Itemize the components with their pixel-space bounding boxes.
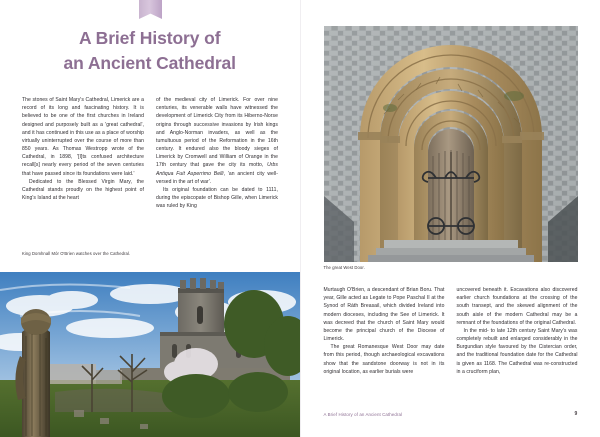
photo-west-door-art <box>324 26 578 262</box>
photo-caption-west-door: The great West Door. <box>323 265 365 270</box>
page-title-line-2: an Ancient Cathedral <box>63 52 236 73</box>
ribbon-ornament-icon <box>139 0 162 19</box>
paragraph: In the mid- to late 12th century Saint Mary's was completely rebuilt and enlarged considerably in the Burgundian style favoured by the Cistercian order, and the traditional foundation date for the Cathedral is given as 1168. The Cathedral was re-constructed in a cruciform plan, <box>456 327 578 375</box>
page-number: 9 <box>574 411 578 417</box>
paragraph <box>156 96 278 186</box>
paragraph: The great Romanesque West Door may date from this period, though archaeological excavations show that the sandstone doorway is not in its original location, as earlier burials were <box>323 344 445 375</box>
left-page-text-columns <box>22 96 278 210</box>
paragraph: Dedicated to the Blessed Virgin Mary, the Cathedral stands proudly on the highest point of King's Island at the heart <box>22 178 144 202</box>
text-column-1 <box>22 96 144 210</box>
paragraph: uncovered beneath it. Excavations also discovered earlier church foundations at the crossing of the south transept, and the skewed alignment of the south aisle of the modern Cathedral may be a remnant of the foundations of the original Cathedral. <box>456 287 578 326</box>
photo-caption-statue: King Domhnall Mór O'Brien watches over the Cathedral. <box>22 251 131 256</box>
page-title-line-1: A Brief History of <box>79 28 221 48</box>
text-column-2 <box>156 96 278 210</box>
paragraph: Murtaugh O'Brien, a descendant of Brian Boru. That year, Gille acted as Legate to Pope Paschal II at the Synod of Ráth Breasail, which divided Ireland into modern dioceses, including the See of Limerick. It was decreed that the church of Saint Mary would become the principal church of the Diocese of Limerick. <box>323 287 445 343</box>
photo-west-door <box>324 26 578 262</box>
paragraph: Its original foundation can be dated to 1111, during the episcopate of Bishop Gille, when Limerick was ruled by King <box>156 186 278 210</box>
page-right <box>300 0 600 437</box>
running-footer: A Brief History of an Ancient Cathedral <box>323 412 403 417</box>
photo-cathedral-grounds <box>0 272 300 437</box>
right-page-text-columns <box>324 286 578 376</box>
text-column-3 <box>324 286 445 376</box>
photo-cathedral-grounds-art <box>0 272 300 437</box>
motto-tail: , 'an ancient city well-versed in the art of war'. <box>156 170 279 185</box>
paragraph-text: of the medieval city of Limerick. For over nine centuries, its venerable walls have witnessed the development of Limerick City from its Hiberno-Norse origins through successive invasions by Irish kings and Anglo-Norman invaders, as well as the tumultuous period of the Reformation in the 16th century. It endured also the bloody sieges of Limerick by Cromwell and William of Orange in the 17th century that gave the city its motto, <box>156 97 278 169</box>
motto-italic: Urbs Antiqua Fuit Asperrimo Belli <box>156 162 278 177</box>
page-title <box>0 26 300 76</box>
paragraph: The stones of Saint Mary's Cathedral, Limerick are a record of its long and fascinating history. It is believed to be one of the first churches in Ireland designed and purposely built as a 'great cathedral', and it has continued in this use as a place of worship virtually uninterrupted over the course of more than 850 years. As Thomas Westropp wrote of the Cathedral, in 1898, '[I]ts confused architecture recall[s] nearly every period of the seven centuries that have passed since its foundations were laid.' <box>22 97 144 177</box>
text-column-4 <box>457 286 578 376</box>
